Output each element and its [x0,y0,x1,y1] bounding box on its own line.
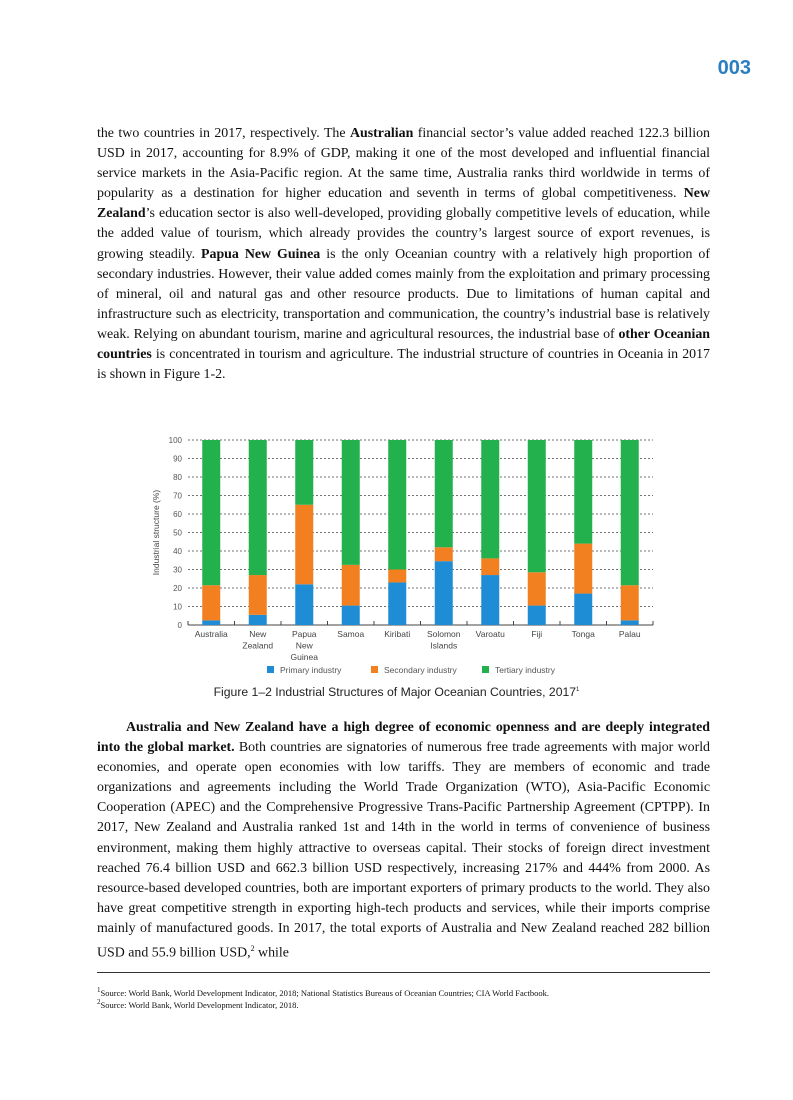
y-axis-title: Industrial structure (%) [151,489,161,576]
bold-phrase: Australia and New Zealand have a high degree of economic openness and are deeply integrated into the global market. [97,720,710,756]
bold-phrase: Australian [350,126,414,141]
x-tick-label: Palau [618,629,641,639]
figure-caption [0,685,793,699]
legend-swatch [267,666,274,673]
bold-phrase: Papua New Guinea [201,246,321,262]
figure-caption-text: Figure 1–2 Industrial Structures of Major Oceanian Countries, 2017 [213,685,577,699]
x-tick-label: Varoatu [475,629,505,639]
bar-segment-secondary-industry [574,544,592,594]
bar-segment-secondary-industry [249,575,267,615]
y-tick-label: 80 [173,473,182,482]
bar-segment-primary-industry [481,575,499,625]
bar-segment-tertiary-industry [202,440,220,585]
y-tick-label: 90 [173,454,182,464]
bar-segment-primary-industry [528,606,546,625]
chart-svg [145,430,665,685]
bar-segment-secondary-industry [435,547,453,561]
bar-segment-secondary-industry [295,505,313,585]
bar-segment-primary-industry [435,561,453,625]
bar-segment-secondary-industry [481,558,499,575]
footnote-mark: 2 [97,998,101,1006]
bar-segment-tertiary-industry [528,440,546,572]
footnote-text: Source: World Bank, World Development Indicator, 2018. [100,999,299,1010]
y-tick-label: 70 [173,491,182,501]
bar-segment-primary-industry [342,606,360,625]
bar-segment-tertiary-industry [621,440,639,585]
legend-label: Tertiary industry [495,665,555,675]
bar-segment-primary-industry [388,582,406,625]
industrial-structure-chart [145,430,665,685]
bar-segment-tertiary-industry [481,440,499,558]
legend-label: Primary industry [280,665,342,675]
text-run: while [254,945,289,961]
bar-segment-primary-industry [249,615,267,625]
text-run: ’s education sector is also well-developed, providing globally competitive levels of education, while the added value of tourism, which already provides the country’s largest source of export revenues, is growing steadily. [97,206,710,262]
text-run: financial sector’s value added reached 122.3 billion USD in 2017, accounting for 8.9% of GDP, making it one of the most developed and influential financial service markets in the Asia-Pacific region. At the same time, Australia ranks third worldwide in terms of popularity as a destination for higher education and seventh in terms of global competitiveness. [97,126,710,202]
bar-segment-primary-industry [202,620,220,625]
x-tick-label: Papua [291,629,317,639]
x-tick-label: New [249,629,267,639]
y-tick-label: 0 [177,621,182,630]
x-tick-label: Zealand [242,640,274,651]
bold-phrase: other Oceanian countries [97,326,711,363]
body-paragraph-1 [97,124,710,385]
bold-phrase: New Zealand [97,186,710,222]
x-tick-label: Kiribati [384,629,411,639]
bar-segment-tertiary-industry [435,440,453,547]
bar-segment-primary-industry [621,620,639,625]
bar-segment-tertiary-industry [295,440,313,505]
text-run: is concentrated in tourism and agriculture. The industrial structure of countries in Oceania in 2017 is shown in Figure 1-2. [97,347,710,383]
footnote-divider [97,972,710,973]
bar-segment-secondary-industry [202,585,220,620]
x-tick-label: Islands [430,640,458,651]
x-tick-label: New [295,640,313,651]
y-tick-label: 50 [173,528,182,538]
legend-swatch [482,666,489,673]
bar-segment-secondary-industry [621,585,639,620]
bar-segment-secondary-industry [342,565,360,606]
bar-segment-tertiary-industry [249,440,267,575]
bar-segment-tertiary-industry [342,440,360,565]
body-paragraph-2 [97,718,710,964]
bar-segment-secondary-industry [388,570,406,583]
footnote-ref: 2 [250,944,255,954]
y-tick-label: 30 [173,565,182,575]
x-tick-label: Fiji [531,629,543,639]
figure-caption-note: 1 [576,686,580,693]
x-tick-label: Australia [194,629,228,639]
legend-swatch [371,666,378,673]
bar-segment-secondary-industry [528,572,546,605]
text-run: the two countries in 2017, respectively. The [97,126,350,141]
text-run: is the only Oceanian country with a relatively high proportion of secondary industries. However, their value added comes mainly from the exploitation and primary processing of mineral, oil and natural gas and other resource products. Due to limitations of human capital and infrastructure such as electricity, transportation and communication, the country’s industrial base is relatively weak. Relying on abundant tourism, marine and agricultural resources, the industrial base of [97,246,710,342]
bar-segment-primary-industry [295,584,313,625]
text-run: Both countries are signatories of numerous free trade agreements with major world economies, and operate open economies with low tariffs. They are members of economic and trade organizations and agreements including the World Trade Organization (WTO), Asia-Pacific Economic Cooperation (APEC) and the Comprehensive Progressive Trans-Pacific Partnership Agreement (CPTPP). In 2017, New Zealand and Australia ranked 1st and 14th in the world in terms of convenience of business environment, making them highly attractive to overseas capital. Their stocks of foreign direct investment reached 76.4 billion USD and 662.3 billion USD respectively, increasing 217% and 444% from 2000. As resource-based developed countries, both are important exporters of primary products to the world. They also have great competitive strength in exporting high-tech products and services, while their imports comprise mainly of manufactured goods. In 2017, the total exports of Australia and New Zealand reached 282 billion USD and 55.9 billion USD, [97,740,710,961]
y-tick-label: 10 [173,602,182,612]
footnote-2 [97,998,298,1010]
footnote-mark: 1 [97,986,101,994]
y-tick-label: 20 [173,584,182,593]
footnote-1 [97,986,549,998]
page-number: 003 [717,57,751,79]
y-tick-label: 100 [168,436,182,445]
x-tick-label: Tonga [571,629,595,639]
x-tick-label: Solomon [426,629,461,639]
y-tick-label: 60 [173,510,182,519]
legend-label: Secondary industry [384,665,457,675]
bar-segment-tertiary-industry [574,440,592,544]
footnote-text: Source: World Bank, World Development Indicator, 2018; National Statistics Bureaus of Oceanian Countries; CIA World Factbook. [100,987,550,998]
x-tick-label: Guinea [290,652,318,662]
bar-segment-tertiary-industry [388,440,406,570]
y-tick-label: 40 [173,547,182,556]
x-tick-label: Samoa [337,629,365,639]
bar-segment-primary-industry [574,594,592,625]
